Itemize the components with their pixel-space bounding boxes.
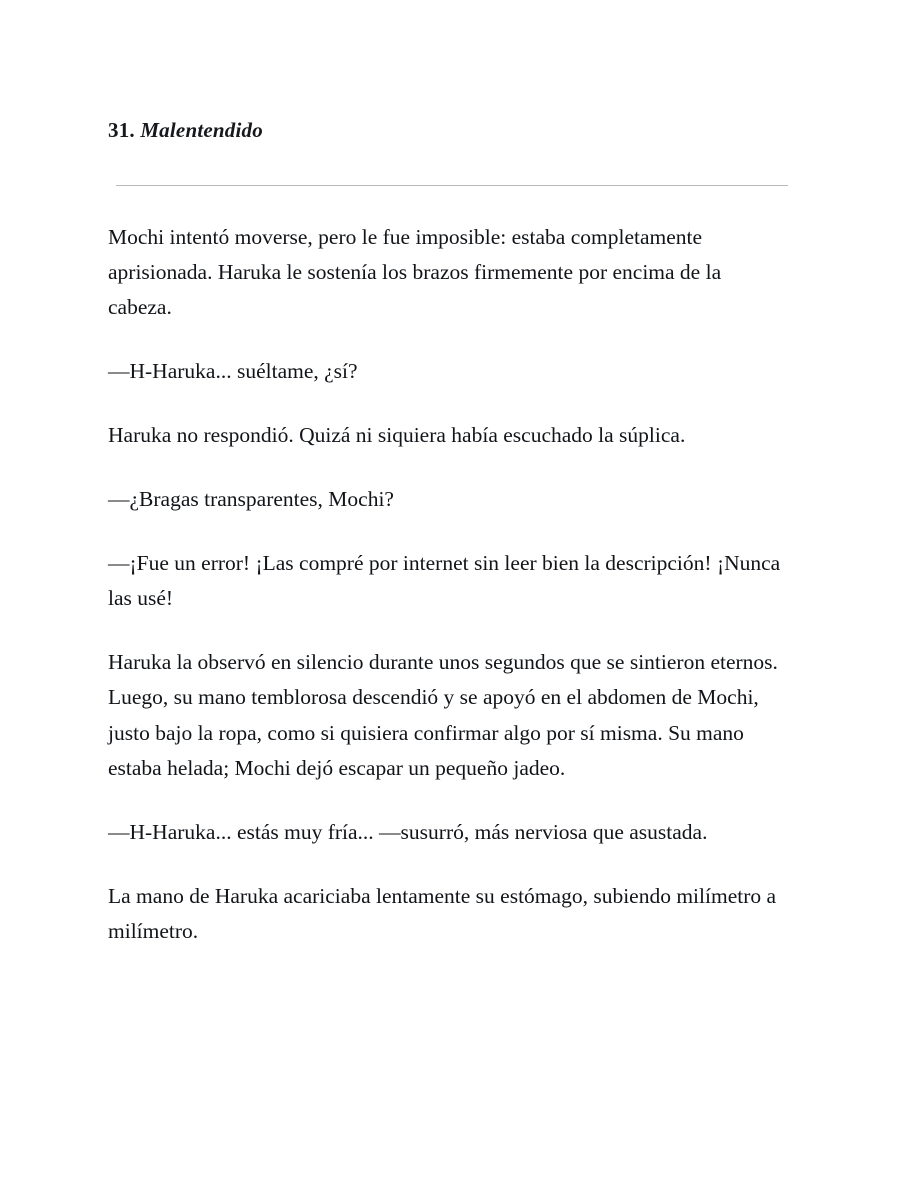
- title-divider: [116, 185, 788, 186]
- paragraph: —H-Haruka... estás muy fría... —susurró, más nerviosa que asustada.: [108, 819, 708, 844]
- paragraph: Haruka no respondió. Quizá ni siquiera había escuchado la súplica.: [108, 423, 686, 448]
- paragraph: Mochi intentó moverse, pero le fue imposible: estaba completamente aprisionada. Haruka le sostenía los brazos firmemente por encima de la cabeza.: [108, 225, 722, 320]
- paragraph: —¡Fue un error! ¡Las compré por internet sin leer bien la descripción! ¡Nunca las usé!: [108, 551, 781, 611]
- paragraph: La mano de Haruka acariciaba lentamente su estómago, subiendo milímetro a milímetro.: [108, 883, 777, 943]
- body-text: [108, 220, 788, 948]
- paragraph: —¿Bragas transparentes, Mochi?: [108, 487, 394, 512]
- paragraph: Haruka la observó en silencio durante unos segundos que se sintieron eternos. Luego, su mano temblorosa descendió y se apoyó en el abdomen de Mochi, justo bajo la ropa, como si quisiera confirmar algo por sí misma. Su mano estaba helada; Mochi dejó escapar un pequeño jadeo.: [108, 650, 778, 780]
- paragraph: —H-Haruka... suéltame, ¿sí?: [108, 359, 358, 384]
- page-content: [108, 0, 788, 949]
- page-title: [108, 0, 788, 143]
- chapter-number: 31.: [108, 118, 135, 142]
- chapter-title-text: Malentendido: [140, 118, 263, 142]
